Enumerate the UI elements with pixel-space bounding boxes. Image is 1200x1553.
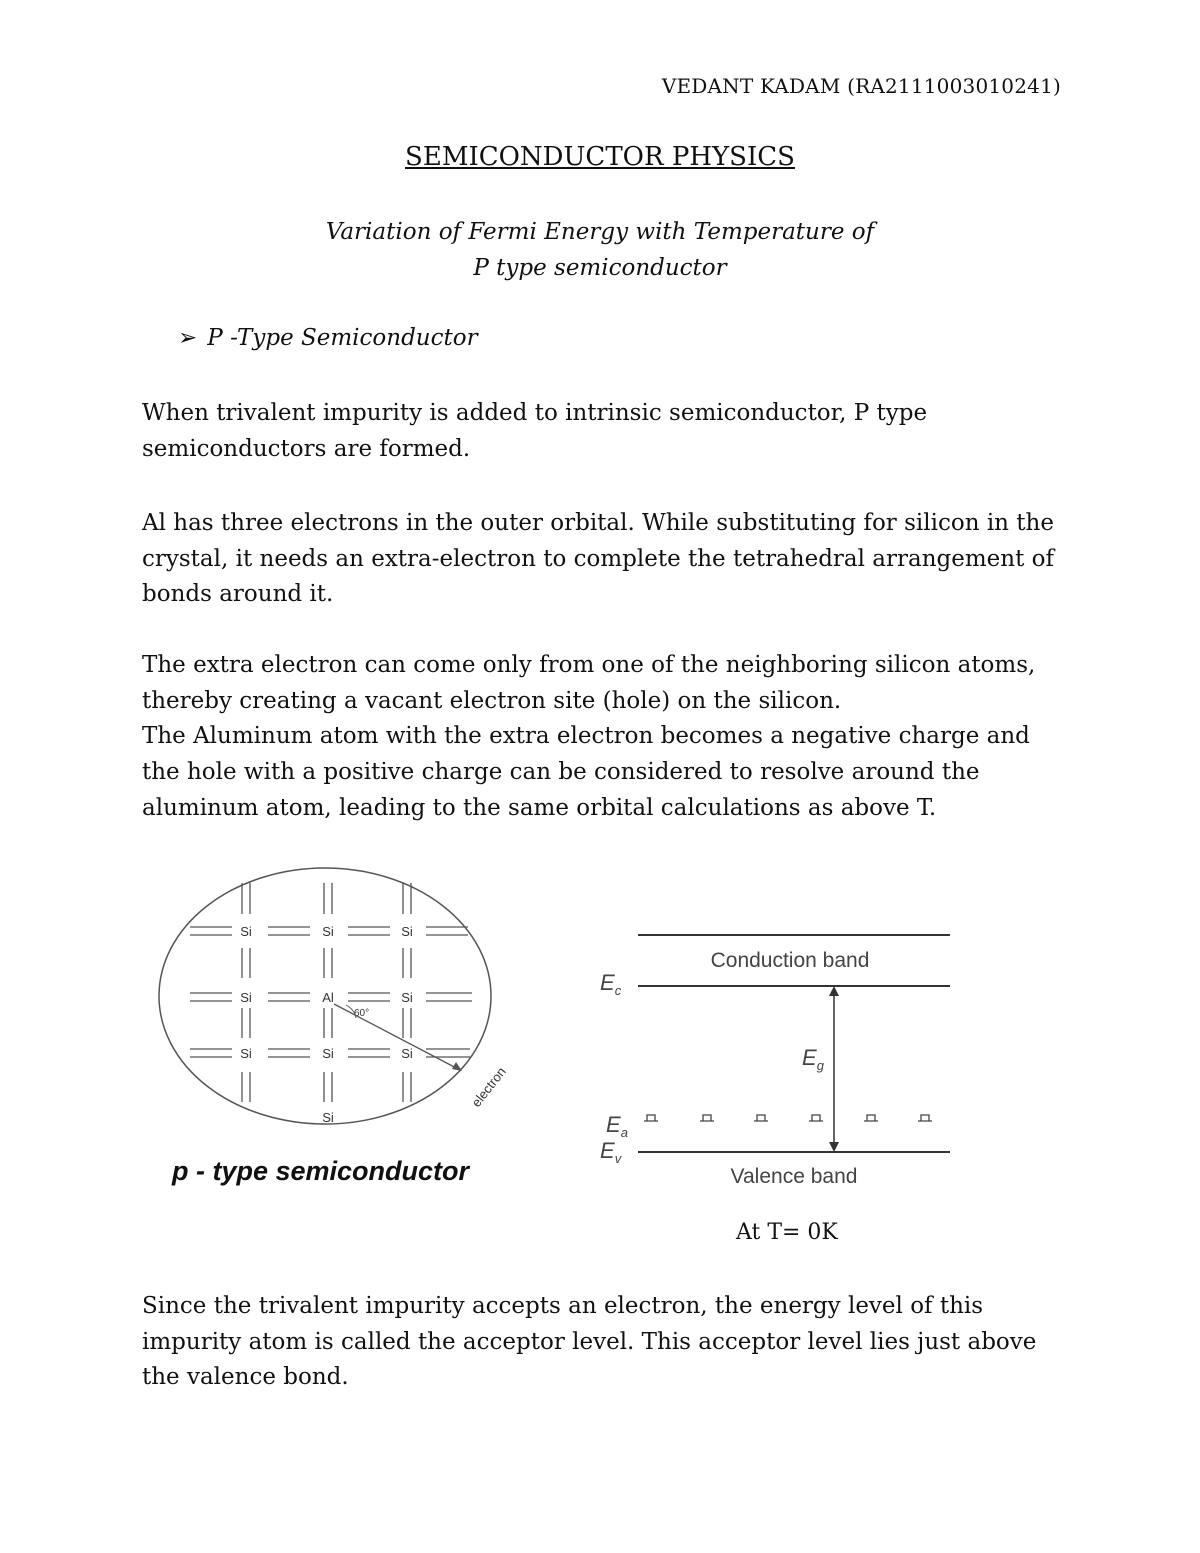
electron-path (334, 1004, 460, 1070)
atom-si: Si (322, 1110, 334, 1125)
valence-band-label: Valence band (730, 1165, 858, 1188)
document-title: SEMICONDUCTOR PHYSICS (405, 142, 795, 172)
atom-si: Si (401, 1046, 413, 1061)
conduction-band-label: Conduction band (710, 949, 870, 972)
author-header: VEDANT KADAM (RA2111003010241) (661, 74, 1061, 98)
atom-si: Si (240, 990, 252, 1005)
atom-si: Si (401, 990, 413, 1005)
atom-si: Si (322, 1046, 334, 1061)
atom-al: Al (322, 990, 334, 1005)
ea-symbol: $E_a$ (606, 1112, 628, 1140)
lattice-diagram (150, 858, 540, 1138)
arrow-up-icon (829, 986, 839, 996)
paragraph-4-text: Since the trivalent impurity accepts an electron, the energy level of this impurity atom is called the acceptor level. This acceptor level lies just above the valence bond. (142, 1293, 1037, 1391)
atom-si: Si (401, 924, 413, 939)
section-heading (178, 325, 478, 351)
angle-label: 60° (354, 1008, 370, 1019)
paragraph-2-text: Al has three electrons in the outer orbital. While substituting for silicon in the crystal, it needs an extra-electron to complete the tetrahedral arrangement of bonds around it. (142, 510, 1055, 608)
subtitle-line-2: P type semiconductor (473, 255, 727, 281)
paragraph-3 (142, 648, 1072, 827)
ec-symbol: $E_c$ (600, 970, 622, 998)
section-heading-text: P -Type Semiconductor (207, 325, 478, 351)
electron-arrow-icon (452, 1062, 462, 1071)
subtitle-line-1: Variation of Fermi Energy with Temperature of (325, 219, 875, 245)
paragraph-2 (142, 506, 1072, 613)
electron-label: electron (468, 1064, 509, 1110)
atom-si: Si (240, 924, 252, 939)
atom-si: Si (322, 924, 334, 939)
paragraph-3a-text: The extra electron can come only from one of the neighboring silicon atoms, thereby creating a vacant electron site (hole) on the silicon. (142, 652, 1036, 714)
arrow-down-icon (829, 1142, 839, 1152)
lattice-caption: p - type semiconductor (172, 1156, 470, 1186)
paragraph-4 (142, 1289, 1072, 1396)
paragraph-1-text: When trivalent impurity is added to intrinsic semiconductor, P type semiconductors are formed. (142, 400, 928, 462)
acceptor-levels (644, 1115, 932, 1121)
band-diagram-caption: At T= 0K (736, 1220, 838, 1245)
ev-symbol: $E_v$ (600, 1138, 622, 1166)
paragraph-1 (142, 396, 1072, 467)
paragraph-3b-text: The Aluminum atom with the extra electron becomes a negative charge and the hole with a positive charge can be considered to resolve around the aluminum atom, leading to the same orbital calculations as above T. (142, 723, 1030, 821)
energy-band-diagram (594, 920, 964, 1195)
atom-si: Si (240, 1046, 252, 1061)
eg-symbol: $E_g$ (802, 1045, 824, 1073)
arrow-bullet-icon: ➢ (178, 325, 198, 351)
